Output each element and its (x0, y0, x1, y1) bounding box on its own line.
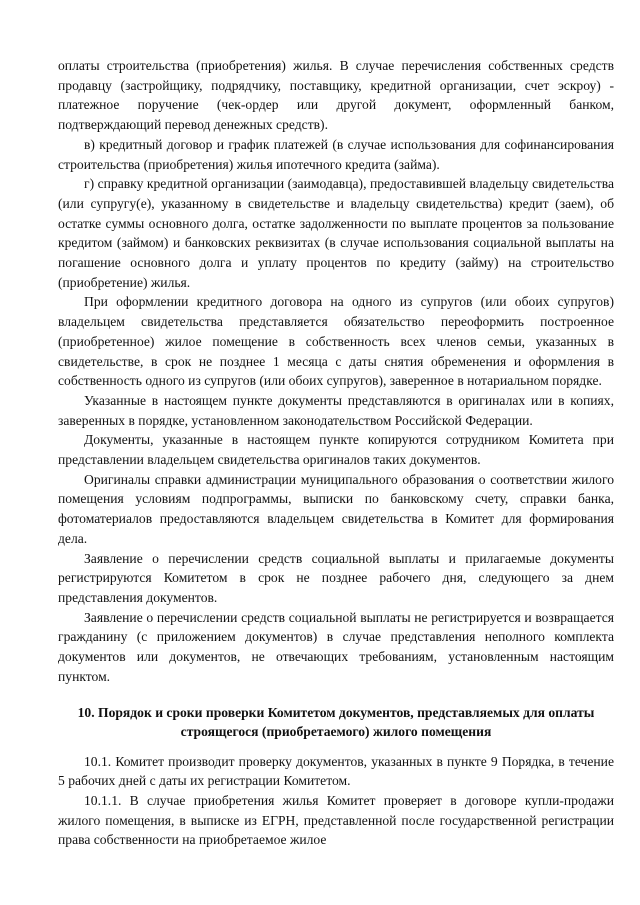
paragraph-10-1: 10.1. Комитет производит проверку документов, указанных в пункте 9 Порядка, в течение 5 рабочих дней с даты их регистрации Комитетом. (58, 753, 614, 789)
paragraph-originals-or-copies: Указанные в настоящем пункте документы представляются в оригиналах или в копиях, заверенных в порядке, установленном законодательством Российской Федерации. (58, 392, 614, 428)
paragraph-payment-order: оплаты строительства (приобретения) жилья. В случае перечисления собственных средств продавцу (застройщику, подрядчику, поставщику, кредитной организации, счет эскроу) - платежное поручение (чек-ордер или другой документ, оформленный банком, подтверждающий перевод денежных средств). (58, 58, 614, 133)
paragraph-spouse-obligation: При оформлении кредитного договора на одного из супругов (или обоих супругов) владельцем свидетельства представляется обязательство переоформить построенное (приобретенное) жилое помещение в собственность всех членов семьи, указанных в свидетельстве, в срок не позднее 1 месяца с даты снятия обременения и оформления в собственность одного из супругов (или обоих супругов), заверенное в нотариальном порядке. (58, 294, 614, 389)
paragraph-item-g-bank-certificate: г) справку кредитной организации (заимодавца), предоставившей владельцу свидетельства (или супругу(е), указанному в свидетельстве и владельцу свидетельства) кредит (заем), об остатке суммы основного долга, остатке задолженности по выплате процентов за пользование кредитом (займом) и банковских реквизитах (в случае использования социальной выплаты на погашение основного долга и уплату процентов по кредиту (займу) на строительство (приобретение) жилья. (58, 176, 614, 290)
paragraph-10-1-1: 10.1.1. В случае приобретения жилья Комитет проверяет в договоре купли-продажи жилого помещения, в выписке из ЕГРН, представленной после государственной регистрации права собственности на приобретаемое жилое (58, 792, 614, 848)
paragraph-application-registration: Заявление о перечислении средств социальной выплаты и прилагаемые документы регистрируются Комитетом в срок не позднее рабочего дня, следующего за днем представления документов. (58, 550, 614, 605)
paragraph-originals-submission: Оригиналы справки администрации муниципального образования о соответствии жилого помещения условиям подпрограммы, выписки по банковскому счету, справки банка, фотоматериалов предоставляются владельцем свидетельства в Комитет для формирования дела. (58, 471, 614, 546)
paragraph-application-return: Заявление о перечислении средств социальной выплаты не регистрируется и возвращается гражданину (с приложением документов) в случае представления неполного комплекта документов или документов, не отвечающих требованиям, установленным настоящим пунктом. (58, 609, 614, 684)
paragraph-copying-by-committee: Документы, указанные в настоящем пункте копируются сотрудником Комитета при представлении владельцем свидетельства оригиналов таких документов. (58, 432, 614, 468)
section-heading: 10. Порядок и сроки проверки Комитетом документов, представляемых для оплаты строящегося (приобретаемого) жилого помещения (77, 704, 595, 739)
paragraph-item-v-credit-agreement: в) кредитный договор и график платежей (в случае использования для софинансирования строительства (приобретения) жилья ипотечного кредита (займа). (58, 136, 614, 172)
